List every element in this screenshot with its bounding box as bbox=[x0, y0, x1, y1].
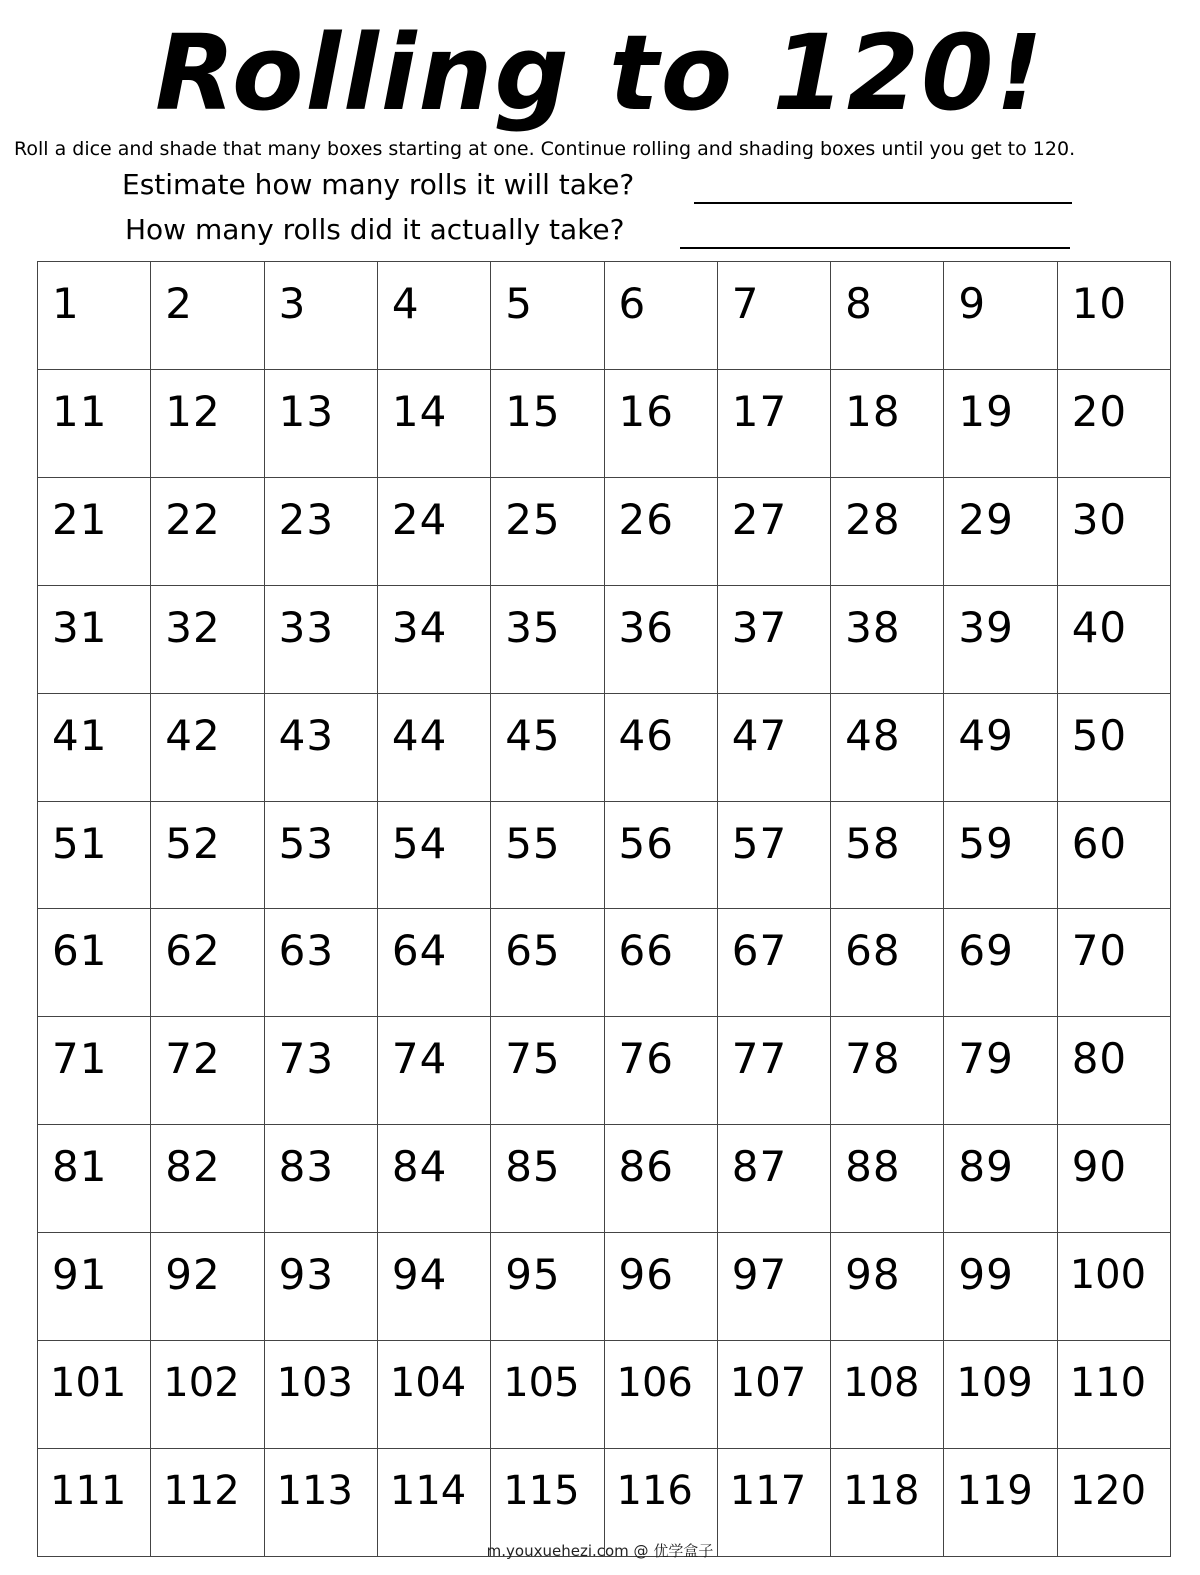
grid-cell[interactable]: 56 bbox=[605, 802, 718, 910]
grid-cell[interactable]: 109 bbox=[944, 1341, 1057, 1449]
grid-cell[interactable]: 8 bbox=[831, 262, 944, 370]
grid-cell[interactable]: 73 bbox=[265, 1017, 378, 1125]
grid-cell[interactable]: 65 bbox=[491, 909, 604, 1017]
grid-cell[interactable]: 96 bbox=[605, 1233, 718, 1341]
grid-cell[interactable]: 43 bbox=[265, 694, 378, 802]
grid-cell[interactable]: 34 bbox=[378, 586, 491, 694]
grid-cell[interactable]: 115 bbox=[491, 1449, 604, 1557]
number-grid bbox=[37, 261, 1171, 1557]
grid-cell[interactable]: 95 bbox=[491, 1233, 604, 1341]
grid-cell[interactable]: 40 bbox=[1058, 586, 1171, 694]
grid-cell[interactable]: 4 bbox=[378, 262, 491, 370]
grid-cell[interactable]: 67 bbox=[718, 909, 831, 1017]
grid-cell[interactable]: 24 bbox=[378, 478, 491, 586]
grid-cell[interactable]: 30 bbox=[1058, 478, 1171, 586]
grid-cell[interactable]: 36 bbox=[605, 586, 718, 694]
page-title: Rolling to 120! bbox=[155, 12, 1045, 134]
grid-cell[interactable]: 117 bbox=[718, 1449, 831, 1557]
grid-cell[interactable]: 85 bbox=[491, 1125, 604, 1233]
grid-cell[interactable]: 114 bbox=[378, 1449, 491, 1557]
grid-cell[interactable]: 76 bbox=[605, 1017, 718, 1125]
grid-cell[interactable]: 103 bbox=[265, 1341, 378, 1449]
grid-cell[interactable]: 20 bbox=[1058, 370, 1171, 478]
actual-question: How many rolls did it actually take? bbox=[125, 213, 625, 246]
grid-cell[interactable]: 53 bbox=[265, 802, 378, 910]
grid-cell[interactable]: 64 bbox=[378, 909, 491, 1017]
grid-cell[interactable]: 52 bbox=[151, 802, 264, 910]
grid-cell[interactable]: 84 bbox=[378, 1125, 491, 1233]
grid-cell[interactable]: 10 bbox=[1058, 262, 1171, 370]
grid-cell[interactable]: 91 bbox=[38, 1233, 151, 1341]
grid-cell[interactable]: 89 bbox=[944, 1125, 1057, 1233]
grid-cell[interactable]: 90 bbox=[1058, 1125, 1171, 1233]
grid-cell[interactable]: 99 bbox=[944, 1233, 1057, 1341]
grid-cell[interactable]: 104 bbox=[378, 1341, 491, 1449]
grid-cell[interactable]: 71 bbox=[38, 1017, 151, 1125]
grid-cell[interactable]: 3 bbox=[265, 262, 378, 370]
grid-cell[interactable]: 81 bbox=[38, 1125, 151, 1233]
grid-cell[interactable]: 6 bbox=[605, 262, 718, 370]
grid-cell[interactable]: 113 bbox=[265, 1449, 378, 1557]
grid-cell[interactable]: 42 bbox=[151, 694, 264, 802]
grid-cell[interactable]: 79 bbox=[944, 1017, 1057, 1125]
grid-cell[interactable]: 23 bbox=[265, 478, 378, 586]
grid-cell[interactable]: 2 bbox=[151, 262, 264, 370]
grid-cell[interactable]: 41 bbox=[38, 694, 151, 802]
grid-cell[interactable]: 15 bbox=[491, 370, 604, 478]
grid-cell[interactable]: 46 bbox=[605, 694, 718, 802]
grid-cell[interactable]: 98 bbox=[831, 1233, 944, 1341]
watermark: m.youxuehezi.com @ 优学盒子 bbox=[486, 1542, 714, 1560]
grid-cell[interactable]: 44 bbox=[378, 694, 491, 802]
grid-cell[interactable]: 51 bbox=[38, 802, 151, 910]
grid-cell[interactable]: 88 bbox=[831, 1125, 944, 1233]
grid-cell[interactable]: 55 bbox=[491, 802, 604, 910]
grid-cell[interactable]: 108 bbox=[831, 1341, 944, 1449]
grid-cell[interactable]: 7 bbox=[718, 262, 831, 370]
grid-cell[interactable]: 29 bbox=[944, 478, 1057, 586]
grid-cell[interactable]: 119 bbox=[944, 1449, 1057, 1557]
grid-cell[interactable]: 112 bbox=[151, 1449, 264, 1557]
grid-cell[interactable]: 16 bbox=[605, 370, 718, 478]
grid-cell[interactable]: 25 bbox=[491, 478, 604, 586]
grid-cell[interactable]: 14 bbox=[378, 370, 491, 478]
grid-cell[interactable]: 102 bbox=[151, 1341, 264, 1449]
grid-cell[interactable]: 37 bbox=[718, 586, 831, 694]
grid-cell[interactable]: 105 bbox=[491, 1341, 604, 1449]
grid-cell[interactable]: 35 bbox=[491, 586, 604, 694]
grid-cell[interactable]: 33 bbox=[265, 586, 378, 694]
grid-cell[interactable]: 58 bbox=[831, 802, 944, 910]
grid-cell[interactable]: 49 bbox=[944, 694, 1057, 802]
grid-cell[interactable]: 82 bbox=[151, 1125, 264, 1233]
actual-answer-line[interactable] bbox=[680, 247, 1070, 249]
grid-cell[interactable]: 61 bbox=[38, 909, 151, 1017]
grid-cell[interactable]: 80 bbox=[1058, 1017, 1171, 1125]
grid-cell[interactable]: 21 bbox=[38, 478, 151, 586]
grid-cell[interactable]: 83 bbox=[265, 1125, 378, 1233]
grid-cell[interactable]: 12 bbox=[151, 370, 264, 478]
grid-cell[interactable]: 77 bbox=[718, 1017, 831, 1125]
grid-cell[interactable]: 19 bbox=[944, 370, 1057, 478]
grid-cell[interactable]: 32 bbox=[151, 586, 264, 694]
grid-cell[interactable]: 31 bbox=[38, 586, 151, 694]
grid-cell[interactable]: 45 bbox=[491, 694, 604, 802]
grid-cell[interactable]: 118 bbox=[831, 1449, 944, 1557]
estimate-question: Estimate how many rolls it will take? bbox=[122, 168, 635, 201]
grid-cell[interactable]: 93 bbox=[265, 1233, 378, 1341]
instructions-text: Roll a dice and shade that many boxes starting at one. Continue rolling and shading boxes until you get to 120. bbox=[14, 138, 1076, 160]
grid-cell[interactable]: 13 bbox=[265, 370, 378, 478]
grid-cell[interactable]: 60 bbox=[1058, 802, 1171, 910]
grid-cell[interactable]: 38 bbox=[831, 586, 944, 694]
grid-cell[interactable]: 39 bbox=[944, 586, 1057, 694]
grid-cell[interactable]: 47 bbox=[718, 694, 831, 802]
grid-cell[interactable]: 54 bbox=[378, 802, 491, 910]
grid-cell[interactable]: 97 bbox=[718, 1233, 831, 1341]
grid-cell[interactable]: 87 bbox=[718, 1125, 831, 1233]
grid-cell[interactable]: 48 bbox=[831, 694, 944, 802]
grid-cell[interactable]: 75 bbox=[491, 1017, 604, 1125]
grid-cell[interactable]: 70 bbox=[1058, 909, 1171, 1017]
grid-cell[interactable]: 78 bbox=[831, 1017, 944, 1125]
grid-cell[interactable]: 116 bbox=[605, 1449, 718, 1557]
grid-cell[interactable]: 18 bbox=[831, 370, 944, 478]
grid-cell[interactable]: 26 bbox=[605, 478, 718, 586]
grid-cell[interactable]: 110 bbox=[1058, 1341, 1171, 1449]
grid-cell[interactable]: 92 bbox=[151, 1233, 264, 1341]
grid-cell[interactable]: 107 bbox=[718, 1341, 831, 1449]
grid-cell[interactable]: 120 bbox=[1058, 1449, 1171, 1557]
grid-cell[interactable]: 27 bbox=[718, 478, 831, 586]
grid-cell[interactable]: 74 bbox=[378, 1017, 491, 1125]
grid-cell[interactable]: 111 bbox=[38, 1449, 151, 1557]
grid-cell[interactable]: 94 bbox=[378, 1233, 491, 1341]
grid-cell[interactable]: 62 bbox=[151, 909, 264, 1017]
grid-cell[interactable]: 9 bbox=[944, 262, 1057, 370]
grid-cell[interactable]: 1 bbox=[38, 262, 151, 370]
grid-cell[interactable]: 68 bbox=[831, 909, 944, 1017]
grid-cell[interactable]: 100 bbox=[1058, 1233, 1171, 1341]
grid-cell[interactable]: 22 bbox=[151, 478, 264, 586]
grid-cell[interactable]: 86 bbox=[605, 1125, 718, 1233]
grid-cell[interactable]: 59 bbox=[944, 802, 1057, 910]
grid-cell[interactable]: 66 bbox=[605, 909, 718, 1017]
grid-cell[interactable]: 11 bbox=[38, 370, 151, 478]
grid-cell[interactable]: 57 bbox=[718, 802, 831, 910]
grid-cell[interactable]: 101 bbox=[38, 1341, 151, 1449]
grid-cell[interactable]: 28 bbox=[831, 478, 944, 586]
grid-cell[interactable]: 106 bbox=[605, 1341, 718, 1449]
grid-cell[interactable]: 5 bbox=[491, 262, 604, 370]
grid-cell[interactable]: 63 bbox=[265, 909, 378, 1017]
estimate-answer-line[interactable] bbox=[694, 202, 1072, 204]
grid-cell[interactable]: 72 bbox=[151, 1017, 264, 1125]
grid-cell[interactable]: 50 bbox=[1058, 694, 1171, 802]
grid-cell[interactable]: 69 bbox=[944, 909, 1057, 1017]
grid-cell[interactable]: 17 bbox=[718, 370, 831, 478]
